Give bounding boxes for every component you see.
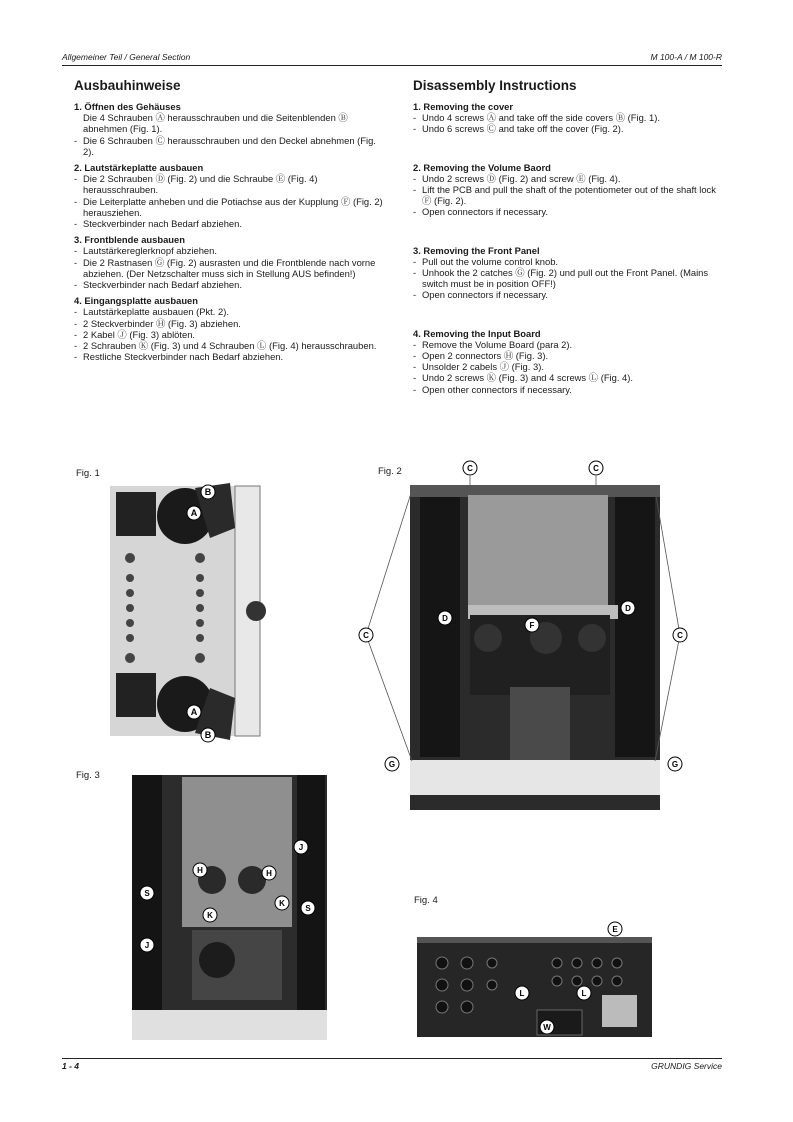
fig1-callout: A (190, 707, 198, 717)
fig2-callout: C (677, 631, 683, 640)
list-item: - Undo 2 screws Ⓓ (Fig. 2) and screw Ⓔ (Fig. 4). (413, 173, 723, 184)
list-item: - Remove the Volume Board (para 2). (413, 339, 723, 350)
fig3-callout: H (197, 866, 203, 875)
fig2-callout: C (593, 464, 599, 473)
section-heading: 1. Öffnen des Gehäuses (74, 101, 181, 112)
list-item: - Unhook the 2 catches Ⓖ (Fig. 2) und pull out the Front Panel. (Mains switch must be in position OFF!) (413, 267, 723, 289)
list-item: - Undo 2 screws Ⓚ (Fig. 3) and 4 screws Ⓛ (Fig. 4). (413, 372, 723, 383)
list-item: - Open connectors if necessary. (413, 206, 723, 217)
list-item: - Lift the PCB and pull the shaft of the potentiometer out of the shaft lock Ⓕ (Fig. 2). (413, 184, 723, 206)
fig2-callout: G (671, 760, 679, 769)
fig3-callout: S (144, 889, 150, 898)
fig1-photo (110, 478, 270, 750)
fig3-label: Fig. 3 (76, 770, 100, 781)
section-heading: 1. Removing the cover (413, 101, 514, 112)
fig1-callout: B (204, 487, 212, 497)
english-title: Disassembly Instructions (413, 78, 577, 93)
list-item: - 2 Steckverbinder Ⓗ (Fig. 3) abziehen. (74, 318, 384, 329)
fig4-callout: L (519, 989, 525, 998)
footer-brand: GRUNDIG Service (651, 1061, 722, 1071)
fig2-callout: C (467, 464, 473, 473)
english-column (413, 78, 723, 422)
list-item: - Restliche Steckverbinder nach Bedarf abziehen. (74, 351, 384, 362)
fig4-label: Fig. 4 (414, 895, 438, 906)
section-heading: 2. Lautstärkeplatte ausbauen (74, 162, 204, 174)
list-item: - Unsolder 2 cabels Ⓙ (Fig. 3). (413, 361, 723, 372)
list-item: - 2 Kabel Ⓙ (Fig. 3) ablöten. (74, 329, 384, 340)
page-number: 1 - 4 (62, 1061, 80, 1071)
fig4-callout: E (612, 925, 618, 934)
german-column (74, 78, 384, 367)
section-heading: 4. Eingangsplatte ausbauen (74, 295, 198, 307)
fig1-callout: A (190, 508, 198, 518)
header-model: M 100-A / M 100-R (650, 52, 722, 62)
list-item: - 2 Schrauben Ⓚ (Fig. 3) und 4 Schrauben Ⓛ (Fig. 4) herausschrauben. (74, 340, 384, 351)
section-heading: 3. Frontblende ausbauen (74, 234, 185, 246)
page-footer (62, 1061, 722, 1073)
fig1-callout: B (204, 730, 212, 740)
german-section-2 (74, 162, 384, 229)
fig1-label: Fig. 1 (76, 468, 100, 479)
fig3-callout: J (144, 941, 150, 950)
section-heading: 2. Removing the Volume Baord (413, 161, 551, 173)
fig4-callout: W (543, 1023, 551, 1032)
list-item: - Die Leiterplatte anheben und die Potiachse aus der Kupplung Ⓕ (Fig. 2) herausziehen. (74, 196, 384, 218)
list-item: - Lautstärkeplatte ausbauen (Pkt. 2). (74, 306, 384, 317)
german-section-1 (74, 101, 384, 157)
fig2-callout: G (388, 760, 396, 769)
english-section-3 (413, 245, 723, 301)
list-item: - Die 2 Rastnasen Ⓖ (Fig. 2) ausrasten und die Frontblende nach vorne abziehen. (Der Netzschalter muss sich in Stellung AUS befinden!) (74, 257, 384, 279)
list-item: - Steckverbinder nach Bedarf abziehen. (74, 279, 384, 290)
header-section: Allgemeiner Teil / General Section (62, 52, 191, 62)
fig3-callout: S (305, 904, 311, 913)
english-section-1 (413, 101, 723, 135)
list-item: - Undo 6 screws Ⓒ and take off the cover (Fig. 2). (413, 123, 723, 134)
german-section-3 (74, 234, 384, 290)
fig2-label: Fig. 2 (378, 466, 402, 477)
english-section-4 (413, 328, 723, 395)
fig2-callout: C (363, 631, 369, 640)
page-header (62, 52, 722, 64)
list-item: - Lautstärkereglerknopf abziehen. (74, 245, 384, 256)
list-item: - Open 2 connectors Ⓗ (Fig. 3). (413, 350, 723, 361)
section-heading: 4. Removing the Input Board (413, 327, 541, 339)
fig4-callout: L (581, 989, 587, 998)
header-rule (62, 65, 722, 66)
fig2-callout: F (529, 621, 535, 630)
fig4-photo (412, 915, 657, 1050)
fig3-callout: K (279, 899, 285, 908)
section-heading: 3. Removing the Front Panel (413, 244, 540, 256)
fig3-callout: K (207, 911, 213, 920)
list-item: - Open connectors if necessary. (413, 289, 723, 300)
list-item: - Undo 4 screws Ⓐ and take off the side covers Ⓑ (Fig. 1). (413, 112, 723, 123)
fig2-callout: D (442, 614, 448, 623)
fig3-callout: H (266, 869, 272, 878)
list-item: - Open other connectors if necessary. (413, 384, 723, 395)
fig3-callout: J (298, 843, 304, 852)
list-item: - Die 2 Schrauben Ⓓ (Fig. 2) und die Schraube Ⓔ (Fig. 4) herausschrauben. (74, 173, 384, 195)
german-title: Ausbauhinweise (74, 78, 181, 93)
list-item: - Die 6 Schrauben Ⓒ herausschrauben und den Deckel abnehmen (Fig. 2). (74, 135, 384, 157)
english-section-2 (413, 162, 723, 218)
fig2-callout: D (625, 604, 631, 613)
list-item: - Steckverbinder nach Bedarf abziehen. (74, 218, 384, 229)
fig2-photo (350, 455, 695, 815)
list-item: - Pull out the volume control knob. (413, 256, 723, 267)
list-item: Die 4 Schrauben Ⓐ herausschrauben und die Seitenblenden Ⓑ abnehmen (Fig. 1). (83, 112, 348, 135)
footer-rule (62, 1058, 722, 1059)
german-section-4 (74, 295, 384, 362)
fig3-photo (112, 765, 337, 1045)
